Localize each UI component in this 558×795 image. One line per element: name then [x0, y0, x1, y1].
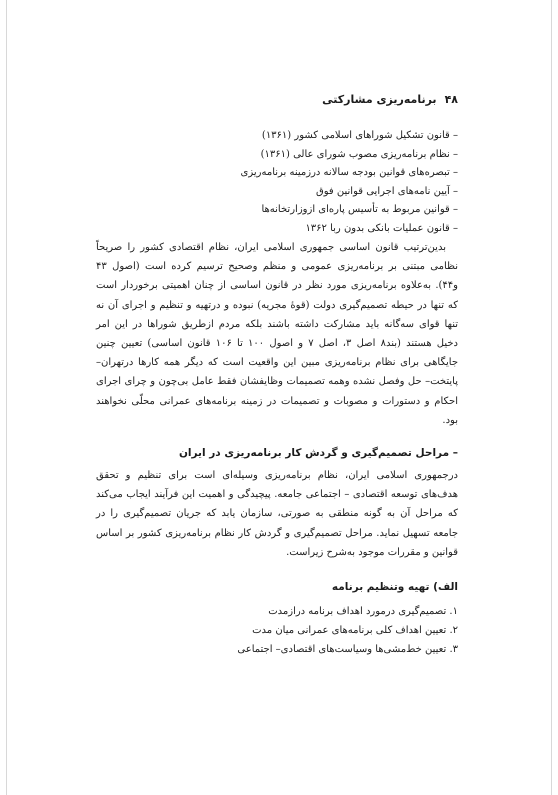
- list-item: ۱. تصمیم‌گیری درمورد اهداف برنامه درازمدت: [268, 606, 458, 618]
- law-list: [96, 127, 458, 238]
- running-title: برنامه‌ریزی مشارکتی: [322, 93, 437, 106]
- list-item: – آیین نامه‌های اجرایی قوانین فوق: [316, 185, 458, 197]
- section-heading: – مراحل تصمیم‌گیری و گردش کار برنامه‌ریزی در ایران: [178, 447, 458, 460]
- page-edge-right: [551, 0, 552, 795]
- list-item: – نظام برنامه‌ریزی مصوب شورای عالی (۱۳۶۱): [260, 148, 458, 160]
- list-item: – قانون عملیات بانکی بدون ربا ۱۳۶۲: [305, 222, 458, 234]
- page-number: ۴۸: [444, 93, 458, 106]
- body-paragraph-1: بدین‌ترتیب قانون اساسی جمهوری اسلامی ایران، نظام اقتصادی کشور را صریحاً نظامی مبتنی بر برنامه‌ریزی عمومی و منظم وصحیح ترسیم کرده است (اصول ۴۳ و۴۴). به‌علاوه برنامه‌ریزی مورد نظر در قانون اساسی از چنان اهمیتی برخوردار است که تنها در حیطه تصمیم‌گیری دولت (قوهٔ مجریه) نبوده و درتهیه و تنظیم و اجرای آن نه تنها قوای سه‌گانه باید مشارکت داشته باشند بلکه مردم ازطریق شوراها در این امر دخیل هستند (بند۸ اصل ۳، اصل ۷ و اصول ۱۰۰ تا ۱۰۶ قانون اساسی) تعیین چنین جایگاهی برای نظام برنامه‌ریزی مبین این واقعیت است که دیگر همه کارها درتهران– پایتخت– حل وفصل نشده وهمه تصمیمات وظایفشان فقط عامل بی‌چون و چرای اجرای احکام و دستورات و مصوبات و تصمیمات در زمینه برنامه‌های عمرانی محلّی نخواهند بود.: [96, 242, 458, 426]
- list-item: – قانون تشکیل شوراهای اسلامی کشور (۱۳۶۱): [261, 130, 458, 141]
- page-edge-left: [6, 0, 7, 795]
- numbered-list: [96, 602, 458, 659]
- list-item: ۲. تعیین اهداف کلی برنامه‌های عمرانی میان مدت: [252, 625, 458, 637]
- list-item: ۳. تعیین خط‌مشی‌ها وسیاست‌های اقتصادی– اجتماعی: [237, 644, 458, 656]
- subsection-heading: الف) تهیه وتنظیم برنامه: [331, 581, 458, 594]
- list-item: – قوانین مربوط به تأسیس پاره‌ای ازوزارتخانه‌ها: [261, 204, 458, 215]
- text-block: [96, 93, 458, 659]
- running-header: [96, 93, 458, 111]
- body-paragraph-2: درجمهوری اسلامی ایران، نظام برنامه‌ریزی وسیله‌ای است برای تنظیم و تحقق هدف‌های توسعه اقتصادی – اجتماعی جامعه. پیچیدگی و اهمیت این فرآیند ایجاب می‌کند که مراحل آن به گونه منطقی به صورتی، سازمان یابد که جریان تصمیم‌گیری را در جامعه تسهیل نماید. مراحل تصمیم‌گیری و گردش کار نظام برنامه‌ریزی کشور بر اساس قوانین و مقررات موجود به‌شرح زیراست.: [96, 470, 458, 558]
- list-item: – تبصره‌های قوانین بودجه سالانه درزمینه برنامه‌ریزی: [240, 167, 458, 178]
